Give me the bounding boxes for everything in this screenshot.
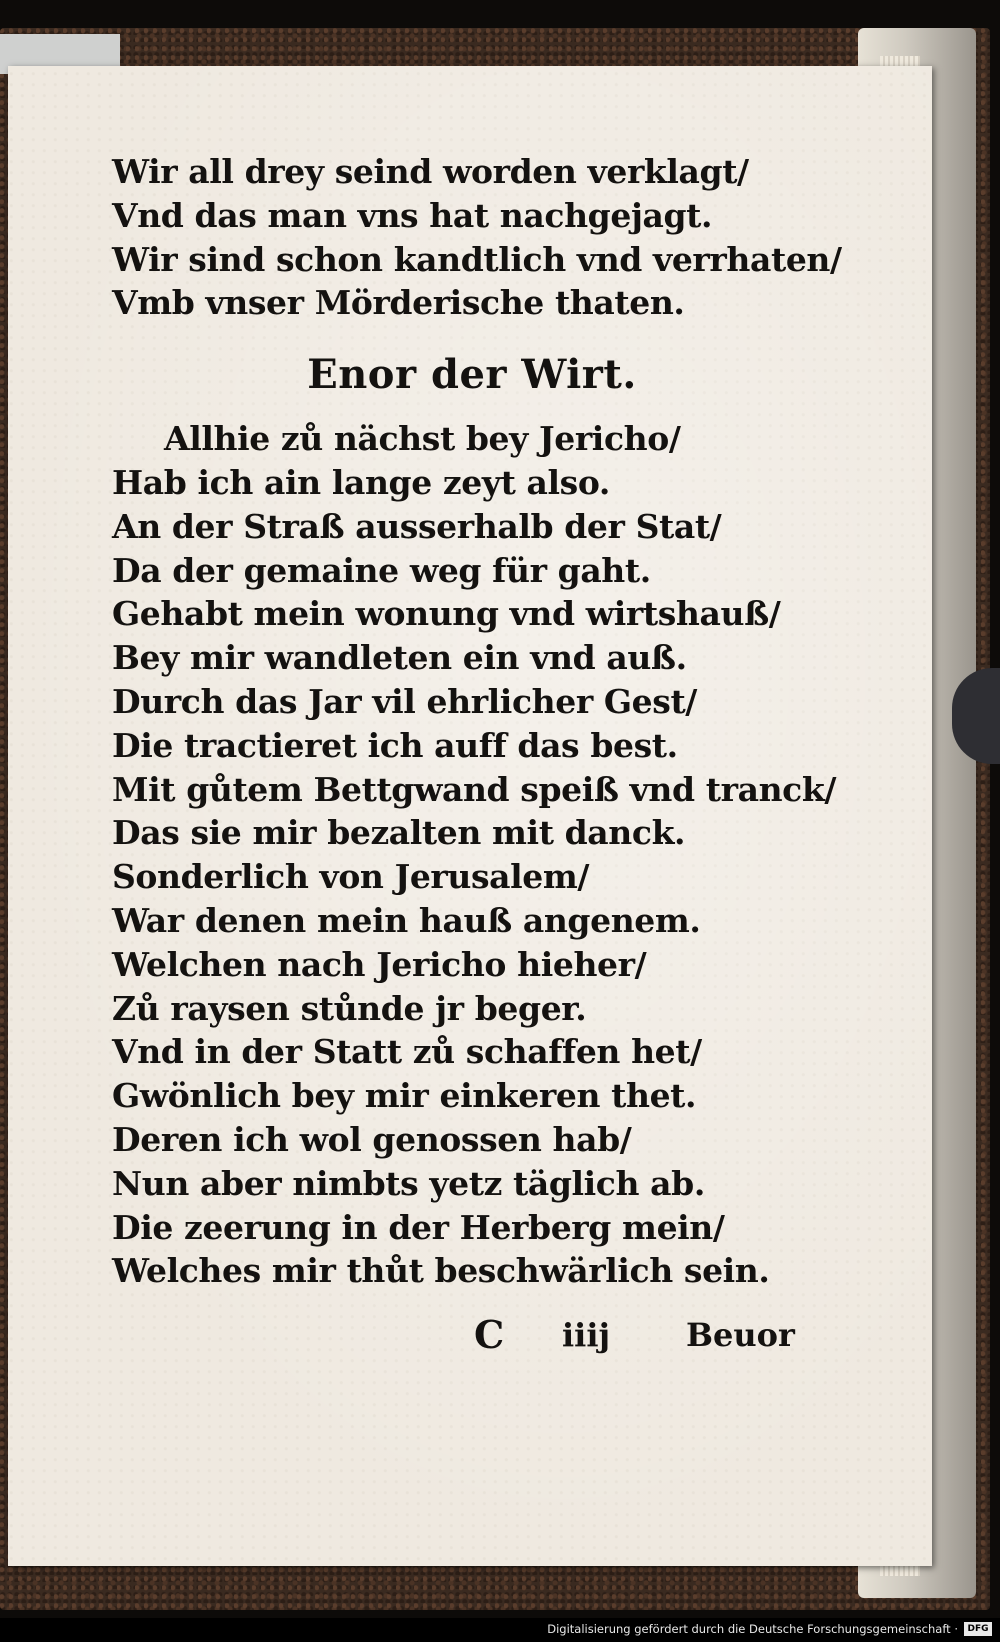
verse-line: Gehabt mein wonung vnd wirtshauß/	[112, 594, 781, 634]
stanza-2	[112, 417, 836, 1293]
verse-line: Deren ich wol genossen hab/	[112, 1119, 632, 1159]
verse-line: Hab ich ain lange zeyt also.	[112, 462, 610, 502]
stanza-1	[112, 150, 842, 325]
poem-text	[112, 150, 842, 1293]
verse-line: Wir sind schon kandtlich vnd verrhaten/	[112, 239, 842, 279]
verse-line: Zů raysen stůnde jr beger.	[112, 988, 587, 1028]
verse-line: Sonderlich von Jerusalem/	[112, 857, 590, 897]
verse-line: Welchen nach Jericho hieher/	[112, 944, 647, 984]
verse-line: Vmb vnser Mörderische thaten.	[112, 283, 685, 323]
verse-line: Die tractieret ich auff das best.	[112, 725, 678, 765]
verse-line: Die zeerung in der Herberg mein/	[112, 1207, 725, 1247]
catchword: Beuor	[686, 1316, 795, 1354]
verse-line: Vnd in der Statt zů schaffen het/	[112, 1032, 702, 1072]
signature-mark: C	[474, 1312, 505, 1357]
signature-number: iiij	[562, 1316, 611, 1354]
verse-line: Mit gůtem Bettgwand speiß vnd tranck/	[112, 769, 836, 809]
verse-line: Das sie mir bezalten mit danck.	[112, 813, 686, 853]
verse-line: Gwönlich bey mir einkeren thet.	[112, 1076, 697, 1116]
attribution-text: Digitalisierung gefördert durch die Deutsche Forschungsgemeinschaft ·	[547, 1622, 958, 1636]
verse-line: Bey mir wandleten ein vnd auß.	[112, 638, 687, 678]
speaker-heading: Enor der Wirt.	[307, 351, 637, 399]
page-footer	[112, 1312, 832, 1362]
verse-line: Welches mir thůt beschwärlich sein.	[112, 1251, 770, 1291]
dfg-logo: DFG	[964, 1622, 992, 1636]
verse-line: Wir all drey seind worden verklagt/	[112, 152, 749, 191]
verse-line: Vnd das man vns hat nachgejagt.	[112, 195, 713, 235]
verse-line: Durch das Jar vil ehrlicher Gest/	[112, 681, 697, 721]
verse-line: Allhie zů nächst bey Jericho/	[164, 419, 681, 459]
verse-line: An der Straß ausserhalb der Stat/	[112, 506, 722, 546]
verse-line: War denen mein hauß angenem.	[112, 900, 701, 940]
verse-line: Nun aber nimbts yetz täglich ab.	[112, 1163, 705, 1203]
verse-line: Da der gemaine weg für gaht.	[112, 550, 651, 590]
